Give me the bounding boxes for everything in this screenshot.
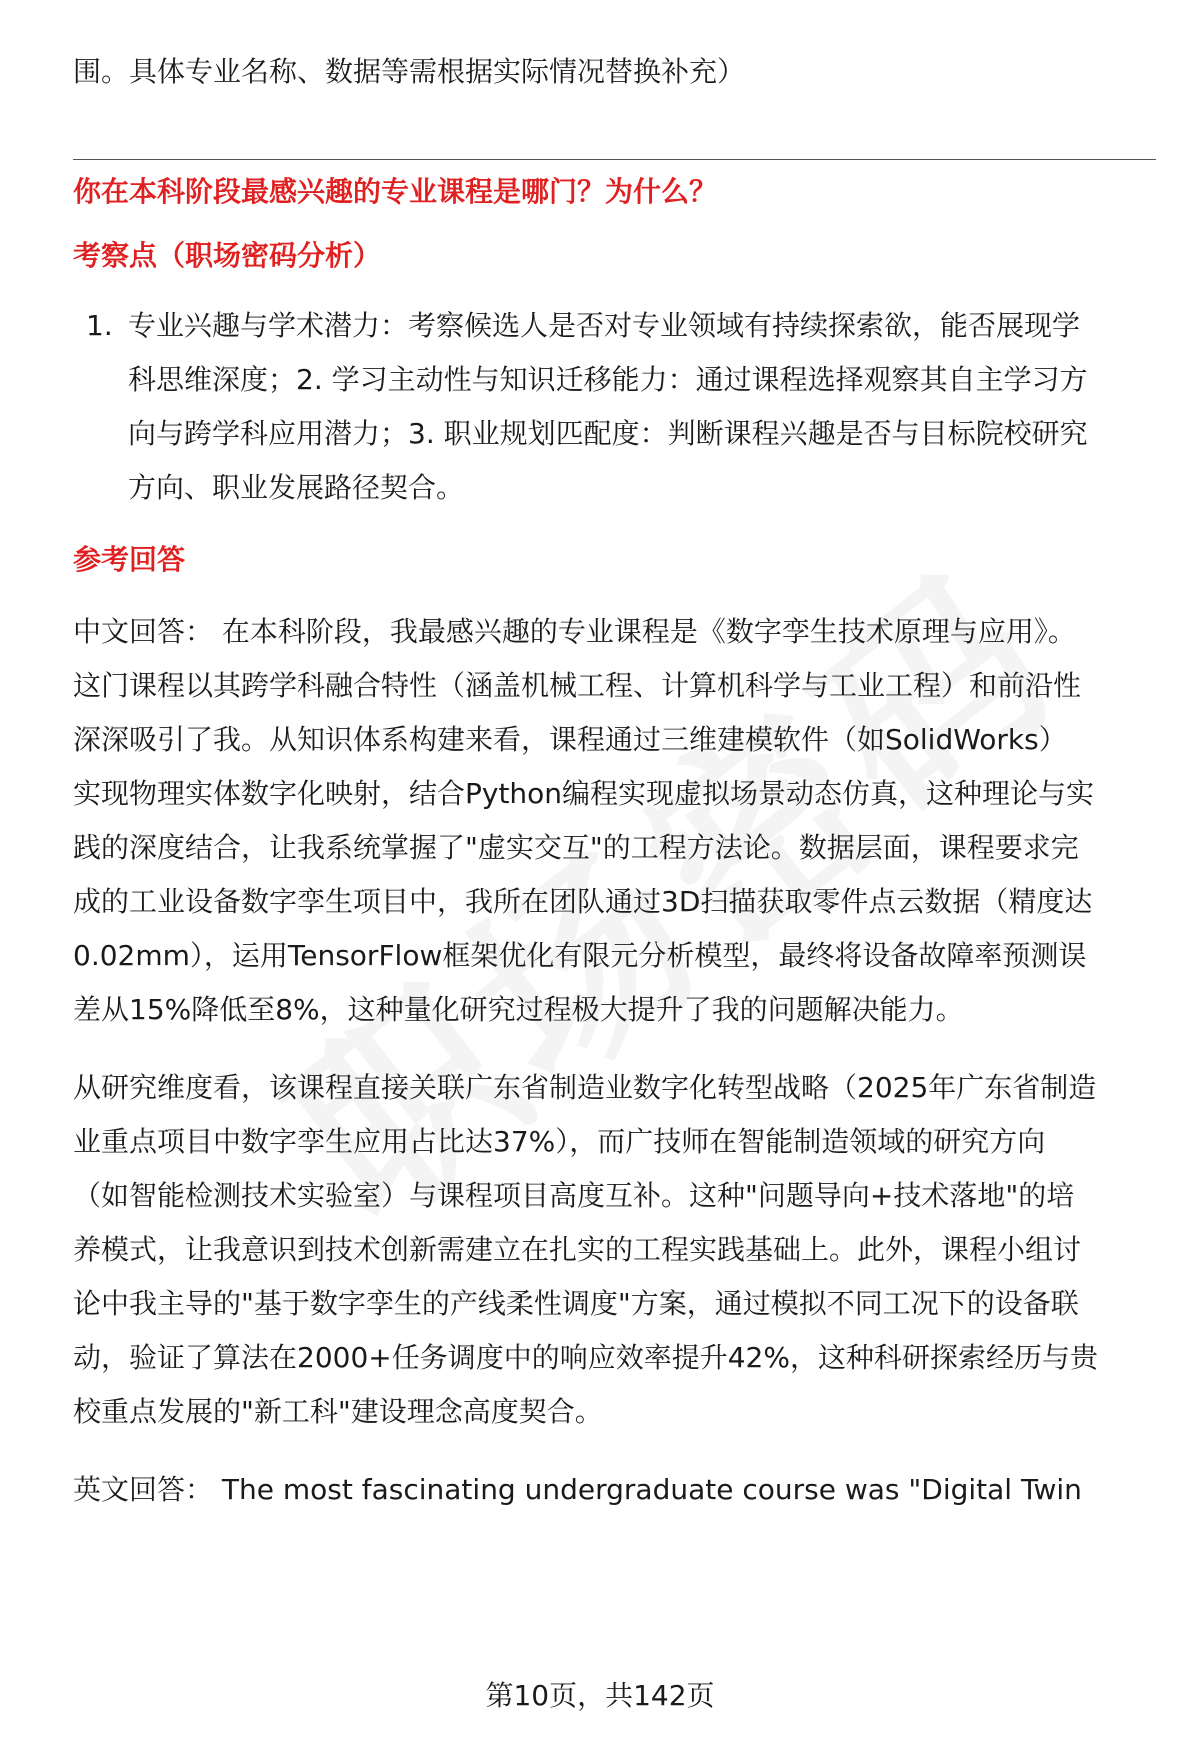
paragraph-line: 动，验证了算法在2000+任务调度中的响应效率提升42%，这种科研探索经历与贵 — [73, 1341, 1098, 1374]
paragraph-line: 论中我主导的"基于数字孪生的产线柔性调度"方案，通过模拟不同工况下的设备联 — [73, 1287, 1079, 1320]
paragraph-line: 养模式，让我意识到技术创新需建立在扎实的工程实践基础上。此外，课程小组讨 — [73, 1233, 1082, 1266]
focus-line: 方向、职业发展路径契合。 — [128, 471, 465, 504]
english-answer-line: 英文回答： The most fascinating undergraduate course was "Digital Twin — [73, 1473, 1082, 1506]
paragraph-line: 中文回答： 在本科阶段，我最感兴趣的专业课程是《数字孪生技术原理与应用》。 — [73, 615, 1076, 648]
paragraph-line: 成的工业设备数字孪生项目中，我所在团队通过3D扫描获取零件点云数据（精度达 — [73, 885, 1093, 918]
question-heading: 你在本科阶段最感兴趣的专业课程是哪门？为什么？ — [73, 175, 718, 208]
paragraph-line: 从研究维度看，该课程直接关联广东省制造业数字化转型战略（2025年广东省制造 — [73, 1071, 1097, 1104]
intro-tail: 围。具体专业名称、数据等需根据实际情况替换补充） — [73, 55, 746, 88]
page-number-footer: 第10页，共142页 — [485, 1679, 715, 1712]
paragraph-line: 差从15%降低至8%，这种量化研究过程极大提升了我的问题解决能力。 — [73, 993, 964, 1026]
divider — [73, 159, 1156, 160]
paragraph-line: 业重点项目中数字孪生应用占比达37%），而广技师在智能制造领域的研究方向 — [73, 1125, 1046, 1158]
answer-heading: 参考回答 — [73, 543, 186, 576]
paragraph-line: 这门课程以其跨学科融合特性（涵盖机械工程、计算机科学与工业工程）和前沿性 — [73, 669, 1082, 702]
focus-heading: 考察点（职场密码分析） — [73, 239, 382, 272]
paragraph-line: 深深吸引了我。从知识体系构建来看，课程通过三维建模软件（如SolidWorks） — [73, 723, 1067, 756]
focus-list-number: 1. — [86, 309, 113, 342]
focus-line: 向与跨学科应用潜力；3. 职业规划匹配度：判断课程兴趣是否与目标院校研究 — [128, 417, 1088, 450]
focus-line: 科思维深度；2. 学习主动性与知识迁移能力：通过课程选择观察其自主学习方 — [128, 363, 1088, 396]
paragraph-line: （如智能检测技术实验室）与课程项目高度互补。这种"问题导向+技术落地"的培 — [73, 1179, 1075, 1212]
paragraph-line: 0.02mm），运用TensorFlow框架优化有限元分析模型，最终将设备故障率预测误 — [73, 939, 1087, 972]
focus-line: 专业兴趣与学术潜力：考察候选人是否对专业领域有持续探索欲，能否展现学 — [128, 309, 1081, 342]
paragraph-line: 校重点发展的"新工科"建设理念高度契合。 — [73, 1395, 603, 1428]
paragraph-line: 践的深度结合，让我系统掌握了"虚实交互"的工程方法论。数据层面，课程要求完 — [73, 831, 1079, 864]
paragraph-line: 实现物理实体数字化映射，结合Python编程实现虚拟场景动态仿真，这种理论与实 — [73, 777, 1095, 810]
